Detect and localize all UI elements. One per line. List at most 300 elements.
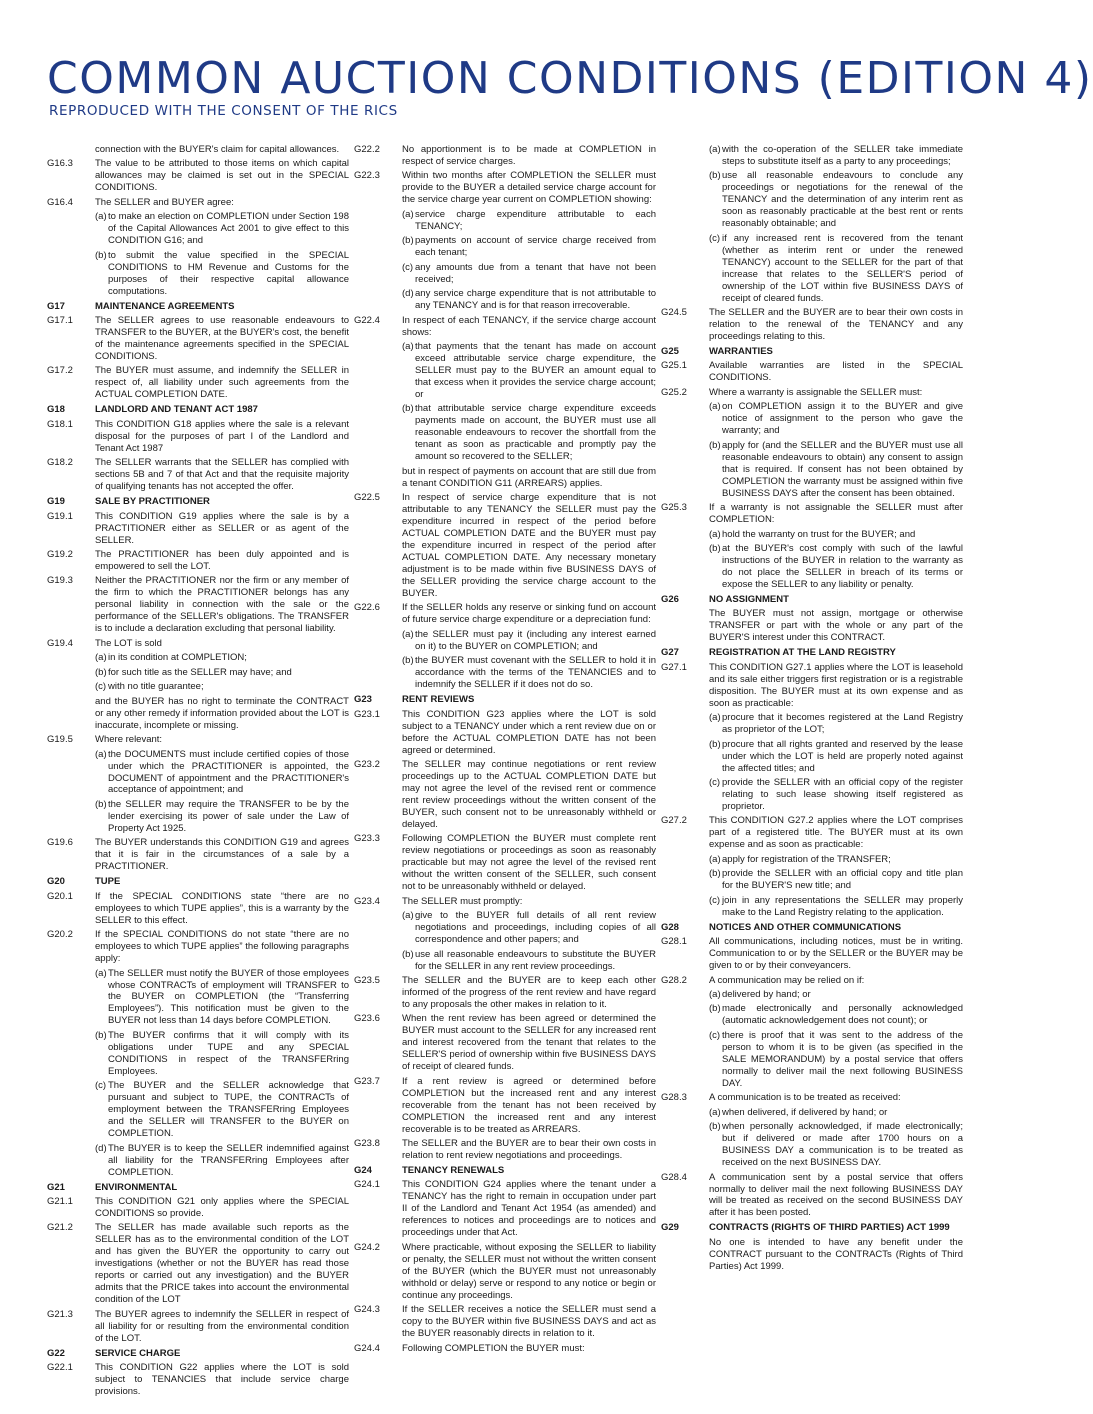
subitem-letter: (a): [709, 988, 721, 1000]
section-title: CONTRACTS (RIGHTS OF THIRD PARTIES) ACT 1999: [709, 1222, 950, 1234]
clause: [47, 1309, 349, 1345]
clause: [47, 1222, 349, 1306]
clause-subitem: [47, 250, 349, 298]
subitem-letter: (b): [95, 249, 107, 261]
clause-number: G19.1: [47, 510, 73, 522]
section-heading: [661, 922, 963, 934]
clause: [354, 170, 656, 206]
clause-subitem: [47, 211, 349, 247]
clause-number: G25.1: [661, 360, 687, 372]
clause: [354, 1242, 656, 1302]
subitem-text: any amounts due from a tenant that have not been received;: [415, 261, 656, 285]
clause-text: Within two months after COMPLETION the SELLER must provide to the BUYER a detailed service charge account for the service charge year current on COMPLETION showing:: [402, 170, 656, 206]
subitem-text: apply for (and the SELLER and the BUYER must use all reasonable endeavours to obtain) any consent to assign that is required. If consent has not been obtained by COMPLETION the warranty must be assigned within five BUSINESS DAYS after the consent has been obtained.: [722, 439, 963, 499]
clause-text: This CONDITION G18 applies where the sale is a relevant disposal for the purposes of part I of the Landlord and Tenant Act 1987: [95, 418, 349, 454]
subitem-letter: (c): [709, 232, 721, 244]
clause-subitem: [354, 403, 656, 463]
subitem-letter: (a): [95, 211, 107, 223]
clause: [354, 833, 656, 893]
section-title: ENVIRONMENTAL: [95, 1181, 178, 1193]
clause-subitem: [354, 262, 656, 286]
clause-subitem: [661, 170, 963, 230]
clause-subitem: [47, 681, 349, 693]
section-number: G24: [354, 1165, 372, 1176]
section-number: G19: [47, 496, 65, 508]
subitem-text: The BUYER is to keep the SELLER indemnified against all liability for the TRANSFERring Employees after COMPLETION.: [108, 1142, 349, 1178]
clause-text: Following COMPLETION the BUYER must:: [402, 1342, 585, 1354]
clause-subitem: [354, 235, 656, 259]
clause-text: No apportionment is to be made at COMPLETION in respect of service charges.: [402, 144, 656, 167]
subitem-letter: (c): [95, 1080, 107, 1092]
clause: [47, 837, 349, 873]
clause-text: The PRACTITIONER has been duly appointed and is empowered to sell the LOT.: [95, 549, 349, 572]
clause-subitem: [661, 1107, 963, 1119]
subitem-letter: (a): [709, 853, 721, 865]
clause: [354, 1304, 656, 1340]
clause-text: The SELLER agrees to use reasonable endeavours to TRANSFER to the BUYER, at the BUYER's cost, the benefit of the maintenance agreements specified in the SPECIAL CONDITIONS.: [95, 315, 349, 362]
clause-subitem: [354, 949, 656, 973]
clause-number: G28.2: [661, 974, 687, 986]
section-heading: [47, 404, 349, 416]
clause-text: The BUYER must assume, and indemnify the SELLER in respect of, all liability under such agreements from the ACTUAL COMPLETION DATE.: [95, 365, 349, 401]
section-title: MAINTENANCE AGREEMENTS: [95, 300, 235, 312]
clause: [354, 709, 656, 757]
clause-text: Available warranties are listed in the SPECIAL CONDITIONS.: [709, 360, 963, 384]
clause-number: G24.4: [354, 1342, 380, 1354]
clause-subitem: [661, 1003, 963, 1027]
clause-text: The SELLER and the BUYER are to bear their own costs in relation to the renewal of the TENANCY and any proceedings relating to this.: [709, 307, 963, 343]
clause-text: If the SELLER holds any reserve or sinking fund on account of future service charge expenditure or a depreciation fund:: [402, 602, 656, 626]
clause-text: If the SPECIAL CONDITIONS do not state “there are no employees to which TUPE applies” the following paragraphs apply:: [95, 929, 349, 965]
subitem-text: the SELLER may require the TRANSFER to be by the lender exercising its power of sale under the Law of Property Act 1925.: [108, 798, 349, 834]
subitem-letter: (a): [95, 748, 107, 760]
clause: [47, 638, 349, 650]
clause-text: If a warranty is not assignable the SELLER must after COMPLETION:: [709, 502, 963, 526]
clause-subitem: [354, 910, 656, 946]
clause: [47, 197, 349, 209]
clause-subitem: [354, 209, 656, 233]
clause: [47, 1196, 349, 1220]
clause-subitem: [354, 288, 656, 312]
clause-text: Where relevant:: [95, 734, 163, 746]
clause-subitem: [661, 440, 963, 500]
clause-subitem: [661, 854, 963, 866]
clause-subitem: [661, 529, 963, 541]
clause-number: G22.5: [354, 492, 380, 504]
section-number: G21: [47, 1181, 65, 1193]
clause-subitem: [354, 629, 656, 653]
section-heading: [661, 1222, 963, 1234]
clause: [354, 975, 656, 1011]
section-heading: [661, 647, 963, 659]
clause-number: G24.2: [354, 1241, 380, 1253]
clause-subitem: [661, 233, 963, 305]
section-title: TUPE: [95, 876, 121, 888]
clause-text: The BUYER understands this CONDITION G19 and agrees that it is fair in the circumstances of a sale by a PRACTITIONER.: [95, 837, 349, 873]
section-heading: [661, 594, 963, 606]
subitem-letter: (b): [709, 439, 721, 451]
clause-text: If the SPECIAL CONDITIONS state “there are no employees to which TUPE applies”, this is a warranty by the SELLER to this effect.: [95, 890, 349, 926]
section-title: REGISTRATION AT THE LAND REGISTRY: [709, 647, 896, 659]
subitem-text: on COMPLETION assign it to the BUYER and give notice of assignment to the person who gave the warranty; and: [722, 401, 963, 437]
clause-number: G21.3: [47, 1308, 73, 1320]
clause: [47, 315, 349, 363]
subitem-letter: (b): [402, 655, 414, 667]
clause: [354, 759, 656, 831]
clause: [47, 144, 349, 156]
clause-text: The BUYER agrees to indemnify the SELLER in respect of all liability for or resulting from the environmental condition of the LOT.: [95, 1308, 349, 1344]
subitem-letter: (b): [709, 170, 721, 182]
clause-number: G19.4: [47, 637, 73, 649]
clause-text: Where a warranty is assignable the SELLER must:: [709, 386, 923, 398]
subitem-text: apply for registration of the TRANSFER;: [722, 853, 891, 865]
section-number: G20: [47, 876, 65, 888]
clause-number: G25.3: [661, 502, 687, 514]
section-number: G17: [47, 300, 65, 312]
clause: [47, 457, 349, 493]
clause-subitem: [47, 1143, 349, 1179]
section-heading: [47, 496, 349, 508]
clause-text: The SELLER and the BUYER are to bear their own costs in relation to rent review negotiations and proceedings.: [402, 1138, 656, 1162]
subitem-text: with no title guarantee;: [108, 681, 204, 693]
clause: [661, 815, 963, 851]
clause-text: This CONDITION G27.2 applies where the LOT comprises part of a registered title. The BUYER must at its own expense and as soon as practicable:: [709, 815, 963, 851]
clause: [47, 158, 349, 194]
subitem-letter: (b): [402, 403, 414, 415]
subitem-text: service charge expenditure attributable to each TENANCY;: [415, 208, 656, 232]
clause-number: G22.1: [47, 1362, 73, 1374]
page-subtitle: REPRODUCED WITH THE CONSENT OF THE RICS: [49, 103, 398, 119]
subitem-text: when personally acknowledged, if made electronically; but if delivered or made after 1700 hours on a BUSINESS DAY a communication is to be treated as received on the next BUSINESS DAY.: [722, 1121, 963, 1169]
subitem-text: at the BUYER's cost comply with such of the lawful instructions of the BUYER in relation to the warranty as do not place the SELLER in breach of its terms or expose the SELLER to any liability or penalty.: [722, 543, 963, 590]
text-column-1: [47, 144, 349, 1397]
clause-number: G23.5: [354, 974, 380, 986]
section-number: G29: [661, 1222, 679, 1234]
section-title: WARRANTIES: [709, 346, 773, 357]
clause-subitem: [47, 749, 349, 797]
section-title: NOTICES AND OTHER COMMUNICATIONS: [709, 921, 902, 933]
clause-text: The SELLER may continue negotiations or rent review proceedings up to the ACTUAL COMPLETION DATE but may not agree the level of the revised rent or commence rent review proceedings without the written consent of the BUYER, such consent not to be unreasonably withheld or delayed.: [402, 759, 656, 830]
subitem-text: give to the BUYER full details of all rent review negotiations and proceedings, including copies of all correspondence and other papers; and: [415, 910, 656, 946]
subitem-text: use all reasonable endeavours to substitute the BUYER for the SELLER in any rent review proceedings.: [415, 948, 656, 972]
clause-subitem: [661, 1121, 963, 1169]
clause: [354, 1076, 656, 1136]
clause-text: When the rent review has been agreed or determined the BUYER must account to the SELLER for any increased rent and interest recovered from the tenant that relates to the SELLER'S period of ownership within five BUSINESS DAYS of receipt of cleared funds.: [402, 1013, 656, 1073]
clause: [661, 1172, 963, 1220]
subitem-letter: (b): [402, 235, 414, 247]
section-title: LANDLORD AND TENANT ACT 1987: [95, 404, 258, 416]
clause: [661, 936, 963, 972]
clause-number: G16.4: [47, 196, 73, 208]
section-heading: [47, 301, 349, 313]
clause-text: In respect of each TENANCY, if the service charge account shows:: [402, 314, 656, 338]
clause-number: G28.3: [661, 1092, 687, 1104]
clause-subitem: [47, 667, 349, 679]
clause-text: The SELLER has made available such reports as the SELLER has as to the environmental condition of the LOT and has given the BUYER the opportunity to carry out investigations (whether or not the BUYER has read those reports or carried out any investigation) and the BUYER admits that the PRICE takes into account the environmental condition of the LOT: [95, 1222, 349, 1306]
subitem-letter: (a): [709, 712, 721, 724]
clause-text: Neither the PRACTITIONER nor the firm or any member of the firm to which the PRACTITIONER belongs has any personal liability in connection with the sale or the performance of the SELLER's obligations. The TRANSFER is to include a declaration excluding that personal liability.: [95, 575, 349, 635]
clause-number: G24.5: [661, 307, 687, 319]
subitem-letter: (c): [709, 776, 721, 788]
subitem-text: in its condition at COMPLETION;: [108, 652, 247, 664]
clause-number: G23.4: [354, 895, 380, 907]
clause-text: All communications, including notices, must be in writing. Communication to or by the SELLER or the BUYER may be given to or by their conveyancers.: [709, 936, 963, 972]
clause-text: The SELLER must promptly:: [402, 895, 523, 907]
clause-text: and the BUYER has no right to terminate the CONTRACT or any other remedy if information provided about the LOT is inaccurate, incomplete or missing.: [95, 695, 349, 731]
subitem-text: procure that it becomes registered at the Land Registry as proprietor of the LOT;: [722, 712, 963, 736]
clause-number: G20.1: [47, 890, 73, 902]
subitem-letter: (d): [95, 1142, 107, 1154]
clause-subitem: [661, 868, 963, 892]
clause-text: Where practicable, without exposing the SELLER to liability or penalty, the SELLER must not without the written consent of the BUYER (which the BUYER must not unreasonably withhold or delay) serve or respond to any notice or begin or continue any proceedings.: [402, 1241, 656, 1301]
clause-text: If a rent review is agreed or determined before COMPLETION but the increased rent and any interest recoverable from the tenant has not been received by COMPLETION the increased rent and any interest recoverable is to be treated as ARREARS.: [402, 1075, 656, 1135]
clause: [661, 1092, 963, 1104]
clause: [47, 365, 349, 401]
clause-subitem: [47, 1030, 349, 1078]
section-title: SALE BY PRACTITIONER: [95, 496, 210, 508]
clause-subitem: [354, 341, 656, 401]
subitem-letter: (c): [95, 681, 107, 693]
subitem-text: hold the warranty on trust for the BUYER; and: [722, 528, 916, 540]
subitem-text: with the co-operation of the SELLER take immediate steps to substitute itself as a party to any proceedings;: [722, 144, 963, 167]
subitem-text: there is proof that it was sent to the address of the person to whom it is to be given (as specified in the SALE MEMORANDUM) by a postal service that offers normally to deliver mail the next following BUSINESS DAY.: [722, 1029, 963, 1089]
clause-number: G23.1: [354, 708, 380, 720]
clause-text: This CONDITION G19 applies where the sale is by a PRACTITIONER either as SELLER or as agent of the SELLER.: [95, 510, 349, 546]
clause-text: A communication may be relied on if:: [709, 974, 865, 986]
clause: [354, 466, 656, 490]
section-heading: [47, 876, 349, 888]
clause-text: This CONDITION G22 applies where the LOT is sold subject to TENANCIES that include service charge provisions.: [95, 1362, 349, 1397]
clause-text: The SELLER and BUYER agree:: [95, 196, 234, 208]
subitem-text: made electronically and personally acknowledged (automatic acknowledgement does not count); or: [722, 1003, 963, 1027]
clause: [661, 662, 963, 710]
section-number: G27: [661, 647, 679, 659]
subitem-letter: (c): [709, 1029, 721, 1041]
clause-number: G21.2: [47, 1222, 73, 1234]
section-heading: [47, 1348, 349, 1360]
clause-number: G23.8: [354, 1138, 380, 1150]
clause-text: A communication sent by a postal service that offers normally to deliver mail the next following BUSINESS DAY will be treated as received on the second BUSINESS DAY after it has been posted.: [709, 1171, 963, 1219]
subitem-letter: (d): [402, 288, 414, 300]
subitem-text: payments on account of service charge received from each tenant;: [415, 235, 656, 259]
clause-text: This CONDITION G24 applies where the tenant under a TENANCY has the right to remain in occupation under part II of the Landlord and Tenant Act 1954 (as amended) and references to notices and proceedings are to notices and proceedings under that Act.: [402, 1179, 656, 1239]
subitem-text: for such title as the SELLER may have; and: [108, 666, 292, 678]
subitem-letter: (a): [95, 967, 107, 979]
clause: [47, 1362, 349, 1398]
section-title: RENT REVIEWS: [402, 694, 475, 706]
section-heading: [354, 694, 656, 706]
subitem-letter: (b): [709, 1121, 721, 1133]
clause: [47, 575, 349, 635]
clause-number: G25.2: [661, 386, 687, 398]
clause-text: This CONDITION G21 only applies where the SPECIAL CONDITIONS so provide.: [95, 1195, 349, 1219]
clause: [661, 307, 963, 343]
subitem-letter: (b): [709, 1003, 721, 1015]
subitem-text: procure that all rights granted and reserved by the lease under which the LOT is held are properly noted against the affected titles; and: [722, 738, 963, 774]
clause-subitem: [661, 989, 963, 1001]
clause-number: G19.3: [47, 575, 73, 587]
clause-number: G28.1: [661, 936, 687, 948]
clause-text: The SELLER and the BUYER are to keep each other informed of the progress of the rent review and have regard to any proposals the other makes in relation to it.: [402, 974, 656, 1010]
clause: [47, 929, 349, 965]
clause: [47, 419, 349, 455]
page-title: COMMON AUCTION CONDITIONS (EDITION 4): [47, 53, 1093, 104]
clause-number: [47, 144, 95, 156]
subitem-letter: (b): [709, 543, 721, 555]
clause-text: In respect of service charge expenditure that is not attributable to any TENANCY the SELLER must pay the expenditure incurred in respect of the period before ACTUAL COMPLETION DATE and the BUYER must pay the expenditure incurred in respect of the period after ACTUAL COMPLETION DATE. Any necessary monetary adjustment is to be made within five BUSINESS DAYS of the SELLER providing the service charge account to the BUYER.: [402, 492, 656, 599]
clause-subitem: [661, 777, 963, 813]
subitem-text: provide the SELLER with an official copy and title plan for the BUYER'S new title; and: [722, 868, 963, 892]
clause-text: This CONDITION G23 applies where the LOT is sold subject to a TENANCY under which a rent review due on or before the ACTUAL COMPLETION DATE has not been agreed or determined.: [402, 708, 656, 756]
subitem-text: delivered by hand; or: [722, 988, 811, 1000]
section-title: NO ASSIGNMENT: [709, 593, 789, 605]
clause-subitem: [661, 543, 963, 591]
subitem-text: The BUYER confirms that it will comply with its obligations under TUPE and any SPECIAL CONDITIONS in respect of the TRANSFERring Employees.: [108, 1029, 349, 1077]
clause-text: The value to be attributed to those items on which capital allowances may be claimed is set out in the SPECIAL CONDITIONS.: [95, 158, 349, 194]
clause-number: G19.6: [47, 837, 73, 849]
clause-number: G24.3: [354, 1304, 380, 1316]
clause-number: G28.4: [661, 1171, 687, 1183]
clause-text: Following COMPLETION the BUYER must complete rent review negotiations or proceedings as soon as reasonably practicable but may not agree the level of the revised rent without the written consent of the SELLER, such consent not to be unreasonably withheld or delayed.: [402, 833, 656, 893]
subitem-text: the DOCUMENTS must include certified copies of those under which the PRACTITIONER is appointed, the DOCUMENT of appointment and the PRACTITIONER's acceptance of appointment; and: [108, 748, 349, 796]
clause-number: G22.2: [354, 144, 380, 155]
clause-number: G24.1: [354, 1179, 380, 1191]
clause: [354, 492, 656, 600]
clause-subitem: [47, 1080, 349, 1140]
clause-number: [661, 608, 709, 644]
clause-text: connection with the BUYER's claim for capital allowances.: [95, 144, 340, 155]
clause: [354, 144, 656, 168]
subitem-text: that attributable service charge expenditure exceeds payments made on account, the BUYER must use all reasonable endeavours to recover the shortfall from the tenant as soon as practicable and promptly pay the amount so recovered to the SELLER;: [415, 403, 656, 463]
section-title: TENANCY RENEWALS: [402, 1165, 505, 1176]
clause-subitem: [47, 799, 349, 835]
section-heading: [661, 346, 963, 358]
subitem-letter: (c): [402, 261, 414, 273]
clause-text: If the SELLER receives a notice the SELLER must send a copy to the BUYER within five BUSINESS DAYS and act as the BUYER reasonably directs in relation to it.: [402, 1304, 656, 1340]
text-column-3: [661, 144, 963, 1384]
clause-number: G22.4: [354, 314, 380, 326]
subitem-letter: (a): [95, 652, 107, 664]
clause-subitem: [661, 739, 963, 775]
subitem-text: to submit the value specified in the SPECIAL CONDITIONS to HM Revenue and Customs for the purposes of their respective capital allowance computations.: [108, 249, 349, 297]
clause: [47, 734, 349, 746]
clause-text: A communication is to be treated as received:: [709, 1092, 901, 1104]
clause: [661, 502, 963, 526]
clause-number: G17.2: [47, 365, 73, 377]
subitem-letter: (a): [709, 401, 721, 413]
clause-number: [354, 466, 402, 490]
section-number: G22: [47, 1347, 65, 1359]
clause-text: The LOT is sold: [95, 637, 162, 649]
clause-number: G27.2: [661, 815, 687, 827]
subitem-letter: (b): [95, 798, 107, 810]
subitem-letter: (c): [709, 894, 721, 906]
clause-subitem: [354, 655, 656, 691]
clause-subitem: [661, 895, 963, 919]
text-column-2: [354, 144, 656, 1384]
clause: [354, 1343, 656, 1355]
clause-number: G21.1: [47, 1195, 73, 1207]
subitem-letter: (b): [402, 948, 414, 960]
clause-number: G22.6: [354, 602, 380, 614]
clause: [661, 1237, 963, 1273]
clause: [47, 891, 349, 927]
subitem-text: provide the SELLER with an official copy of the register relating to such lease showing itself registered as proprietor.: [722, 776, 963, 812]
subitem-text: the SELLER must pay it (including any interest earned on it) to the BUYER on COMPLETION; and: [415, 628, 656, 652]
clause-number: G20.2: [47, 929, 73, 941]
section-number: G26: [661, 593, 679, 605]
subitem-letter: (a): [709, 144, 721, 155]
subitem-letter: (b): [95, 666, 107, 678]
clause: [661, 975, 963, 987]
clause-number: G23.2: [354, 759, 380, 770]
clause-number: G23.3: [354, 833, 380, 845]
clause-text: but in respect of payments on account that are still due from a tenant CONDITION G11 (ARREARS) applies.: [402, 465, 656, 489]
clause: [47, 549, 349, 573]
clause-number: G16.3: [47, 158, 73, 170]
clause-number: G17.1: [47, 315, 73, 327]
section-number: G18: [47, 404, 65, 416]
clause-number: G27.1: [661, 661, 687, 673]
subitem-letter: (b): [709, 738, 721, 750]
subitem-text: the BUYER must covenant with the SELLER to hold it in accordance with the terms of the TENANCIES and to indemnify the SELLER if it does not do so.: [415, 655, 656, 691]
subitem-letter: (a): [709, 528, 721, 540]
clause-number: G22.3: [354, 170, 380, 182]
clause-number: G23.7: [354, 1075, 380, 1087]
section-number: G23: [354, 694, 372, 706]
clause-number: G18.1: [47, 418, 73, 430]
clause: [47, 696, 349, 732]
subitem-text: The SELLER must notify the BUYER of those employees whose CONTRACTs of employment will TRANSFER to the BUYER on COMPLETION (the “Transferring Employees”). This notification must be given to the BUYER not less than 14 days before COMPLETION.: [108, 967, 349, 1027]
clause: [354, 1138, 656, 1162]
subitem-text: when delivered, if delivered by hand; or: [722, 1106, 888, 1118]
clause: [354, 1179, 656, 1239]
clause-number: [47, 696, 95, 732]
section-number: G28: [661, 921, 679, 933]
section-number: G25: [661, 346, 679, 357]
subitem-letter: (a): [402, 910, 414, 922]
subitem-text: use all reasonable endeavours to conclude any proceedings or negotiations for the renewal of the TENANCY and the determination of any interim rent as soon as reasonably practicable at the best rent or rents reasonably obtainable; and: [722, 170, 963, 230]
subitem-letter: (b): [95, 1029, 107, 1041]
section-heading: [47, 1182, 349, 1194]
clause-text: No one is intended to have any benefit under the CONTRACT pursuant to the CONTRACTs (Rights of Third Parties) Act 1999.: [709, 1236, 963, 1272]
clause: [354, 896, 656, 908]
clause-subitem: [661, 144, 963, 168]
clause-subitem: [661, 1030, 963, 1090]
clause: [354, 1013, 656, 1073]
subitem-text: if any increased rent is recovered from the tenant (whether as interim rent or under the renewed TENANCY) account to the SELLER for the part of that increase that relates to the SELLER'S period of ownership of the LOT within five BUSINESS DAYS of receipt of cleared funds.: [722, 232, 963, 304]
clause-text: This CONDITION G27.1 applies where the LOT is leasehold and its sale either triggers first registration or is a registrable disposition. The BUYER must at its own expense and as soon as practicable:: [709, 661, 963, 709]
clause: [47, 511, 349, 547]
subitem-text: that payments that the tenant has made on account exceed attributable service charge expenditure, the SELLER must pay to the BUYER an amount equal to that excess when it provides the service charge account; or: [415, 341, 656, 400]
clause: [354, 315, 656, 339]
subitem-letter: (a): [709, 1106, 721, 1118]
clause-text: The BUYER must not assign, mortgage or otherwise TRANSFER or part with the whole or any part of the BUYER'S interest under this CONTRACT.: [709, 608, 963, 644]
clause-text: The SELLER warrants that the SELLER has complied with sections 5B and 7 of that Act and that the requisite majority of qualifying tenants has not accepted the offer.: [95, 457, 349, 493]
subitem-text: The BUYER and the SELLER acknowledge that pursuant and subject to TUPE, the CONTRACTs of employment between the TRANSFERring Employees and the SELLER will TRANSFER to the BUYER on COMPLETION.: [108, 1080, 349, 1140]
clause-subitem: [661, 401, 963, 437]
subitem-letter: (a): [402, 208, 414, 220]
clause: [354, 602, 656, 626]
subitem-text: any service charge expenditure that is not attributable to any TENANCY and is for that reason irrecoverable.: [415, 288, 656, 312]
clause-subitem: [47, 652, 349, 664]
clause-number: G19.5: [47, 734, 73, 746]
clause-number: [661, 1237, 709, 1273]
clause-number: G23.6: [354, 1013, 380, 1025]
clause: [661, 360, 963, 384]
section-heading: [354, 1165, 656, 1177]
clause: [661, 608, 963, 644]
